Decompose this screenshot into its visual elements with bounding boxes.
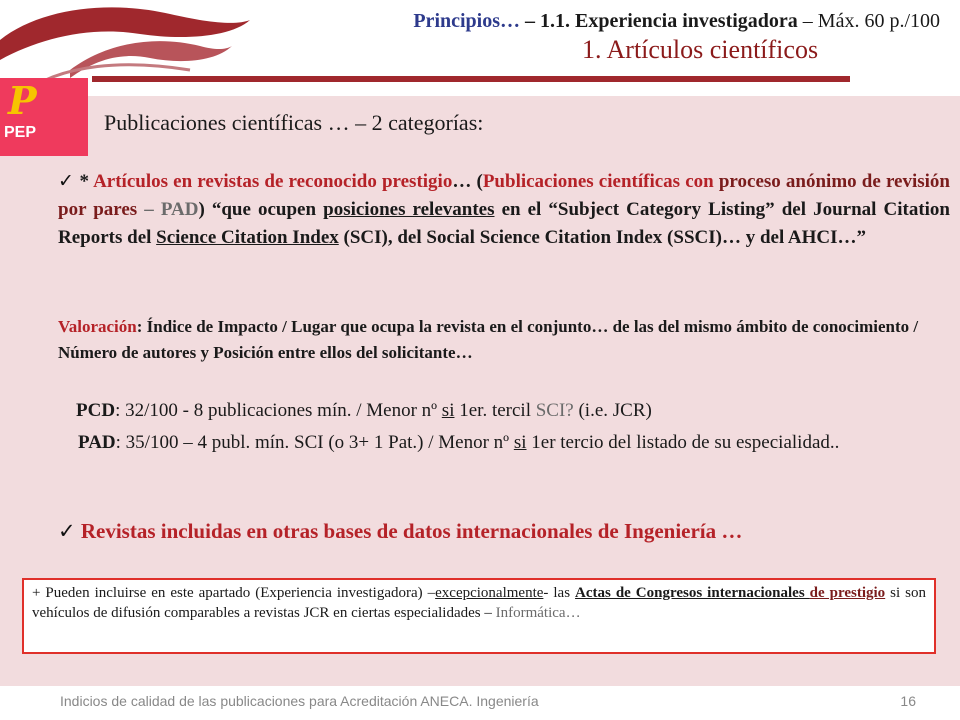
section-title: – 1.1. Experiencia investigadora xyxy=(520,10,798,32)
principios-link[interactable]: Principios… xyxy=(413,10,521,32)
page-title: 1. Artículos científicos xyxy=(581,35,819,64)
valoracion-text: Valoración: Índice de Impacto / Lugar que ocupa la revista en el conjunto… de las del mismo ámbito de conocimiento / Número de autores y Posición entre ellos del solicitante… xyxy=(58,317,919,362)
header-line xyxy=(220,8,940,34)
footer-text: Indicios de calidad de las publicaciones para Acreditación ANECA. Ingeniería xyxy=(60,693,539,709)
header-divider xyxy=(92,76,850,82)
logo-mark: P xyxy=(8,78,37,123)
check-icon: ✓ xyxy=(58,519,76,543)
criterion-revistas: ✓ Revistas incluidas en otras bases de datos internacionales de Ingeniería … xyxy=(58,519,743,543)
note-box: + Pueden incluirse en este apartado (Experiencia investigadora) –excepcionalmente- las Actas de Congresos internacionales de prestigio si son vehículos de difusión comparables a revistas JCR en ciertas especialidades – Informática… xyxy=(22,578,936,654)
pep-logo xyxy=(0,78,88,156)
slide-header xyxy=(220,8,940,66)
pad-requirement: PAD: 35/100 – 4 publ. mín. SCI (o 3+ 1 Pat.) / Menor nº si 1er tercio del listado de su especialidad.. xyxy=(78,432,840,453)
criterion-articulos: ✓ * Artículos en revistas de reconocido prestigio… (Publicaciones científicas con proceso anónimo de revisión por pares – PAD) “que ocupen posiciones relevantes en el “Subject Category Listing” del Journal Citation Reports del Science Citation Index (SCI), del Social Science Citation Index (SSCI)… y del AHCI…” xyxy=(58,170,951,248)
max-points: – Máx. 60 p./100 xyxy=(797,10,940,32)
page-number: 16 xyxy=(900,693,916,709)
logo-text: PEP xyxy=(4,124,37,141)
pcd-requirement: PCD: 32/100 - 8 publicaciones mín. / Menor nº si 1er. tercil SCI? (i.e. JCR) xyxy=(76,400,652,421)
check-icon: ✓ xyxy=(58,170,75,192)
subtitle: Publicaciones científicas … – 2 categorías: xyxy=(104,110,484,135)
